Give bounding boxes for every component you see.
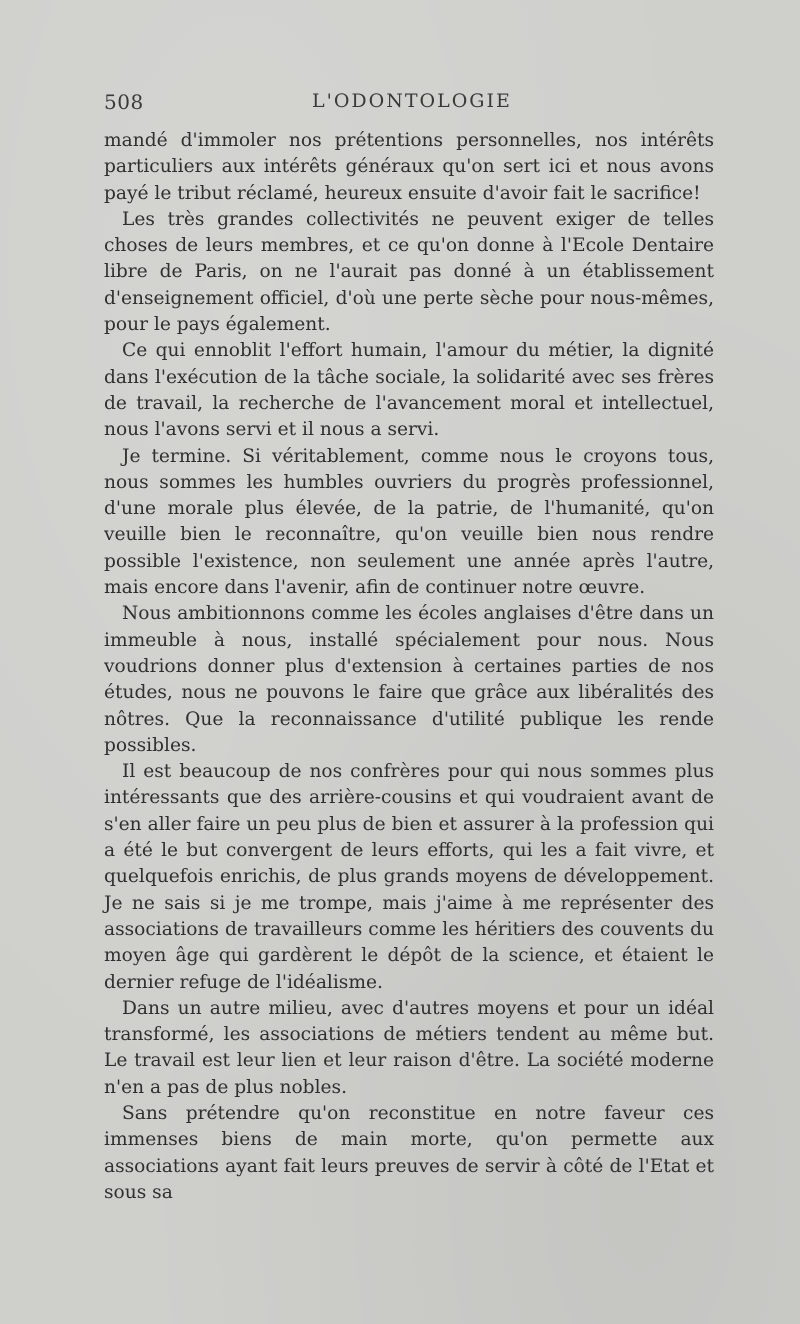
page-header — [104, 90, 720, 118]
running-title: L'ODONTOLOGIE — [312, 90, 512, 112]
paragraph: Les très grandes collectivités ne peuvent exiger de telles choses de leurs membres, et ce qu'on donne à l'Ecole Dentaire libre de Paris, on ne l'aurait pas donné à un établissement d'enseignement officiel, d'où une perte sèche pour nous-mêmes, pour le pays également. — [104, 208, 714, 336]
paragraph: Je termine. Si véritablement, comme nous le croyons tous, nous sommes les humbles ouvriers du progrès professionnel, d'une morale plus élevée, de la patrie, de l'humanité, qu'on veuille bien le reconnaître, qu'on veuille bien nous rendre possible l'existence, non seulement une année après l'autre, mais encore dans l'avenir, afin de continuer notre œuvre. — [104, 445, 714, 599]
paragraph: mandé d'immoler nos prétentions personnelles, nos intérêts particuliers aux intérêts généraux qu'on sert ici et nous avons payé le tribut réclamé, heureux ensuite d'avoir fait le sacrifice! — [104, 130, 714, 204]
paragraph: Il est beaucoup de nos confrères pour qui nous sommes plus intéressants que des arrière-cousins et qui voudraient avant de s'en aller faire un peu plus de bien et assurer à la profession qui a été le but convergent de leurs efforts, qui les a fait vivre, et quelquefois enrichis, de plus grands moyens de développement. Je ne sais si je me trompe, mais j'aime à me représenter des associations de travailleurs comme les héritiers des couvents du moyen âge qui gardèrent le dépôt de la science, et étaient le dernier refuge de l'idéalisme. — [104, 761, 714, 993]
paragraph: Dans un autre milieu, avec d'autres moyens et pour un idéal transformé, les associations de métiers tendent au même but. Le travail est leur lien et leur raison d'être. La société moderne n'en a pas de plus nobles. — [104, 997, 714, 1098]
paragraph: Sans prétendre qu'on reconstitue en notre faveur ces immenses biens de main morte, qu'on permette aux associations ayant fait leurs preuves de servir à côté de l'Etat et sous sa — [104, 1102, 714, 1203]
paragraph: Ce qui ennoblit l'effort humain, l'amour du métier, la dignité dans l'exécution de la tâche sociale, la solidarité avec ses frères de travail, la recherche de l'avancement moral et intellectuel, nous l'avons servi et il nous a servi. — [104, 340, 714, 441]
body-text — [104, 128, 714, 1206]
paragraph: Nous ambitionnons comme les écoles anglaises d'être dans un immeuble à nous, installé spécialement pour nous. Nous voudrions donner plus d'extension à certaines parties de nos études, nous ne pouvons le faire que grâce aux libéralités des nôtres. Que la reconnaissance d'utilité publique les rende possibles. — [104, 603, 714, 756]
page-number: 508 — [104, 90, 144, 114]
